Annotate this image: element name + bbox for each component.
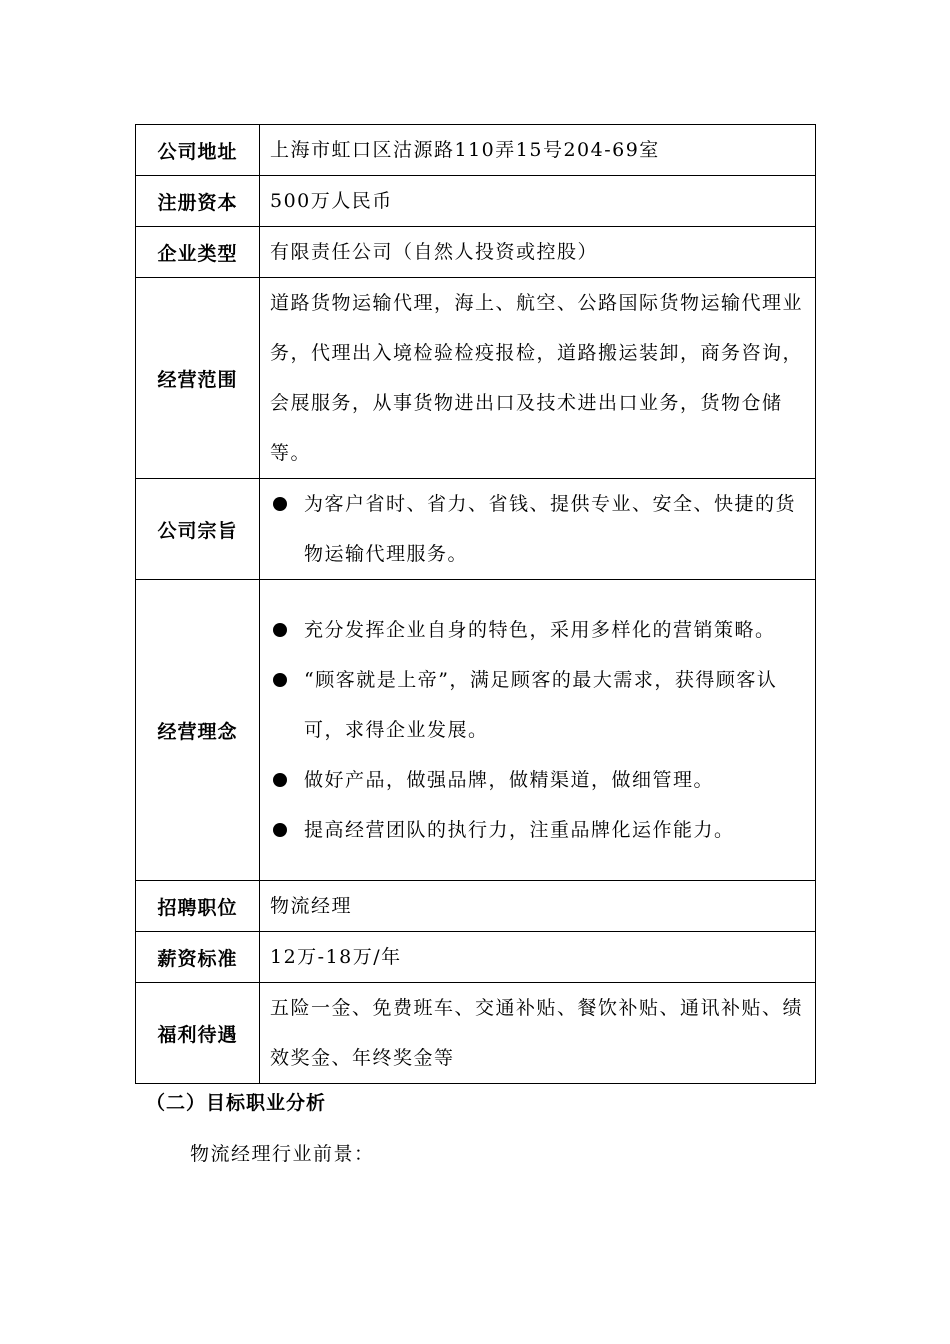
row-value	[260, 176, 816, 227]
list-item-text: 充分发挥企业自身的特色，采用多样化的营销策略。	[304, 619, 776, 641]
bullet-icon	[273, 623, 287, 637]
list-item	[270, 655, 805, 755]
type-value: 有限责任公司（自然人投资或控股）	[270, 241, 599, 263]
list-item	[270, 805, 805, 855]
table-row-scope	[136, 278, 816, 479]
philosophy-list	[270, 605, 805, 855]
row-value	[260, 125, 816, 176]
row-value	[260, 227, 816, 278]
table-row-benefits	[136, 983, 816, 1084]
row-label: 公司地址	[136, 125, 260, 176]
row-value	[260, 881, 816, 932]
mission-list	[270, 479, 805, 579]
position-value: 物流经理	[270, 895, 353, 917]
table-row-philosophy	[136, 580, 816, 881]
row-value	[260, 278, 816, 479]
row-value	[260, 479, 816, 580]
table-row-address	[136, 125, 816, 176]
list-item	[270, 479, 805, 579]
bullet-icon	[273, 673, 287, 687]
list-item-text: 做好产品，做强品牌，做精渠道，做细管理。	[304, 769, 715, 791]
row-label: 薪资标准	[136, 932, 260, 983]
row-value	[260, 580, 816, 881]
table-row-position	[136, 881, 816, 932]
list-item	[270, 755, 805, 805]
section-heading: （二）目标职业分析	[146, 1092, 327, 1114]
section-paragraph: 物流经理行业前景：	[190, 1143, 375, 1165]
salary-value: 12万-18万/年	[270, 946, 402, 968]
benefits-value: 五险一金、免费班车、交通补贴、餐饮补贴、通讯补贴、绩效奖金、年终奖金等	[270, 997, 804, 1069]
row-label: 公司宗旨	[136, 479, 260, 580]
company-info-table	[135, 124, 816, 1084]
bullet-icon	[273, 497, 287, 511]
row-value	[260, 932, 816, 983]
row-label: 福利待遇	[136, 983, 260, 1084]
bullet-icon	[273, 773, 287, 787]
capital-value: 500万人民币	[270, 190, 393, 212]
list-item	[270, 605, 805, 655]
table-row-type	[136, 227, 816, 278]
row-label: 企业类型	[136, 227, 260, 278]
table-row-salary	[136, 932, 816, 983]
row-label: 经营范围	[136, 278, 260, 479]
bullet-icon	[273, 823, 287, 837]
row-label: 经营理念	[136, 580, 260, 881]
list-item-text: 为客户省时、省力、省钱、提供专业、安全、快捷的货物运输代理服务。	[304, 493, 797, 565]
list-item-text: “顾客就是上帝”，满足顾客的最大需求，获得顾客认可，求得企业发展。	[304, 669, 778, 741]
table-row-mission	[136, 479, 816, 580]
row-value	[260, 983, 816, 1084]
row-label: 招聘职位	[136, 881, 260, 932]
row-label: 注册资本	[136, 176, 260, 227]
list-item-text: 提高经营团队的执行力，注重品牌化运作能力。	[304, 819, 735, 841]
scope-value: 道路货物运输代理，海上、航空、公路国际货物运输代理业务，代理出入境检验检疫报检，道路搬运装卸，商务咨询，会展服务，从事货物进出口及技术进出口业务，货物仓储等。	[270, 292, 804, 464]
address-value: 上海市虹口区沽源路110弄15号204-69室	[270, 139, 660, 161]
table-row-capital	[136, 176, 816, 227]
